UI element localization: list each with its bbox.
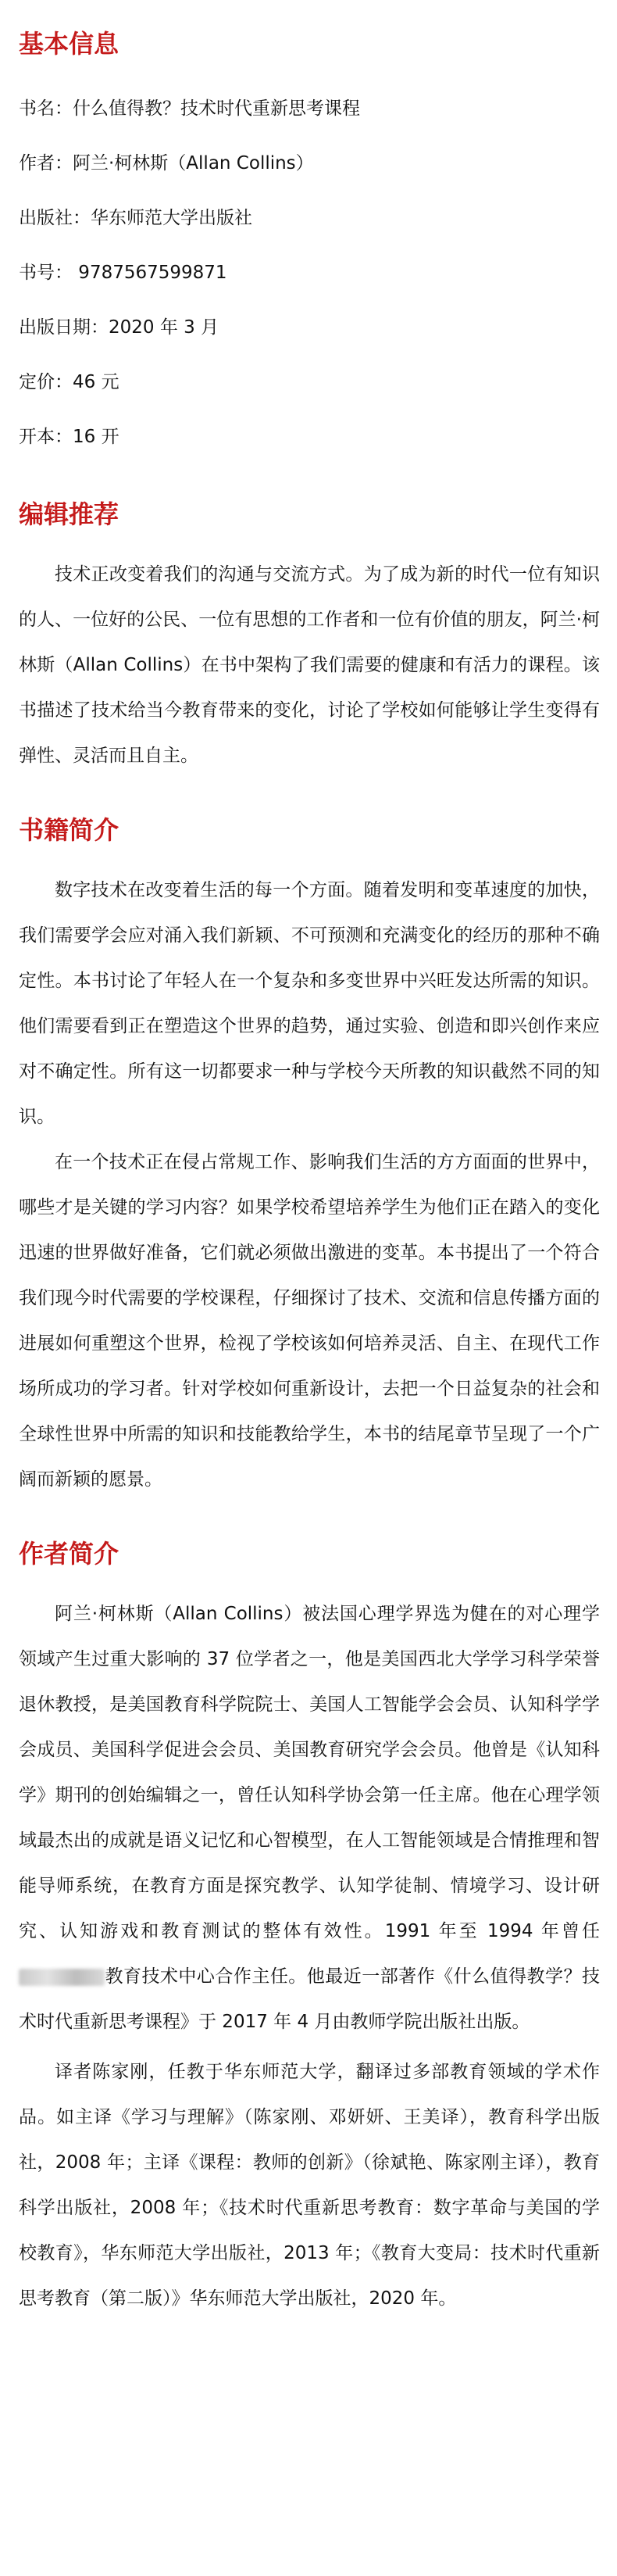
author-intro-paragraph-1: [19, 1591, 600, 2045]
info-pub-date: 出版日期：2020 年 3 月: [19, 317, 219, 338]
author-intro-text-before: 阿兰·柯林斯（Allan Collins）被法国心理学界选为健在的对心理学领域产生过重大影响的 37 位学者之一，他是美国西北大学学习科学荣誉退休教授，是美国教育科学院院士、美国人工智能学会会员、认知科学学会成员、美国科学促进会会员、美国教育研究学会会员。他曾是《认知科学》期刊的创始编辑之一，曾任认知科学协会第一任主席。他在心理学领域最杰出的成就是语义记忆和心智模型，在人工智能领域是合情推理和智能导师系统，在教育方面是探究教学、认知学徒制、情境学习、设计研究、认知游戏和教育测试的整体有效性。1991 年至 1994 年曾任: [19, 1604, 600, 1941]
info-price: 定价：46 元: [19, 372, 119, 392]
book-summary-paragraph-2: 在一个技术正在侵占常规工作、影响我们生活的方方面面的世界中，哪些才是关键的学习内容？如果学校希望培养学生为他们正在踏入的变化迅速的世界做好准备，它们就必须做出激进的变革。本书提出了一个符合我们现今时代需要的学校课程，仔细探讨了技术、交流和信息传播方面的进展如何重塑这个世界，检视了学校该如何培养灵活、自主、在现代工作场所成功的学习者。针对学校如何重新设计，去把一个日益复杂的社会和全球性世界中所需的知识和技能教给学生，本书的结尾章节呈现了一个广阔而新颖的愿景。: [19, 1152, 600, 1490]
info-title: 书名：什么值得教？技术时代重新思考课程: [19, 98, 360, 119]
basic-info-heading: 基本信息: [19, 29, 119, 59]
editor-recommendation-heading: 编辑推荐: [19, 499, 119, 529]
book-summary-paragraph-1: 数字技术在改变着生活的每一个方面。随着发明和变革速度的加快，我们需要学会应对涌入我们新颖、不可预测和充满变化的经历的那种不确定性。本书讨论了年轻人在一个复杂和多变世界中兴旺发达所需的知识。他们需要看到正在塑造这个世界的趋势，通过实验、创造和即兴创作来应对不确定性。所有这一切都要求一种与学校今天所教的知识截然不同的知识。: [19, 880, 600, 1127]
info-format: 开本：16 开: [19, 427, 119, 447]
book-summary-heading: 书籍简介: [19, 815, 119, 845]
basic-info-section: [19, 23, 600, 464]
author-intro-heading: 作者简介: [19, 1539, 119, 1569]
author-intro-text-after: 教育技术中心合作主任。他最近一部著作《什么值得教学？技术时代重新思考课程》于 2017 年 4 月由教师学院出版社出版。: [19, 1966, 600, 2032]
info-author: 作者：阿兰·柯林斯（Allan Collins）: [19, 153, 314, 174]
redacted-blur: [19, 1969, 105, 1986]
book-summary-section: [19, 810, 600, 1502]
author-intro-section: [19, 1533, 600, 2321]
translator-intro-paragraph: 译者陈家刚，任教于华东师范大学，翻译过多部教育领域的学术作品。如主译《学习与理解》（陈家刚、邓妍妍、王美译），教育科学出版社，2008 年；主译《课程：教师的创新》（徐斌艳、陈家刚主译），教育科学出版社，2008 年；《技术时代重新思考教育：数字革命与美国的学校教育》，华东师范大学出版社，2013 年；《教育大变局：技术时代重新思考教育（第二版）》华东师范大学出版社，2020 年。: [19, 2062, 600, 2309]
info-publisher: 出版社：华东师范大学出版社: [19, 208, 252, 228]
editor-recommendation-paragraph: 技术正改变着我们的沟通与交流方式。为了成为新的时代一位有知识的人、一位好的公民、一位有思想的工作者和一位有价值的朋友，阿兰·柯林斯（Allan Collins）在书中架构了我们需要的健康和有活力的课程。该书描述了技术给当今教育带来的变化，讨论了学校如何能够让学生变得有弹性、灵活而且自主。: [19, 564, 600, 766]
editor-recommendation-section: [19, 494, 600, 778]
info-isbn: 书号： 9787567599871: [19, 263, 227, 283]
